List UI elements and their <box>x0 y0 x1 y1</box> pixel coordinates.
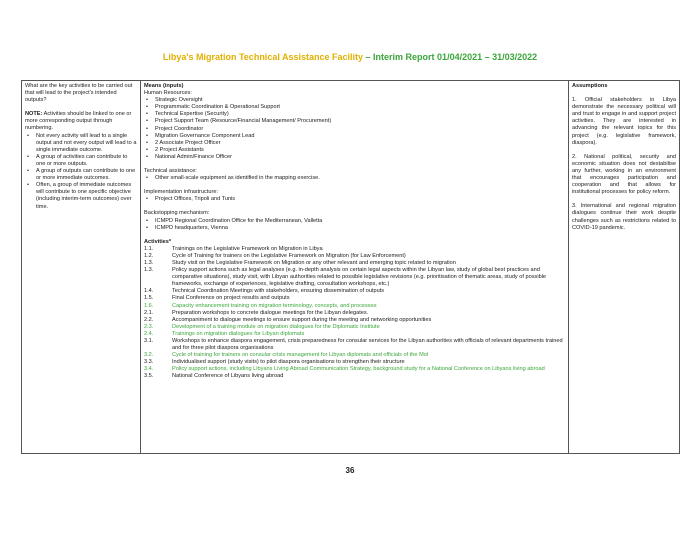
activity-text: Policy support actions, including Libyans Living Abroad Communication Strategy, background study for a National Conference on Libyans living abroad <box>172 366 545 373</box>
activity-row <box>144 253 565 260</box>
activity-text: Workshops to enhance diaspora engagement, crisis preparedness for consular services for the Libyan authorities with officials of relevant departments trained and for three pilot diaspora organisations <box>172 338 563 352</box>
human-resources-list <box>144 97 565 161</box>
activity-number: 3.4. <box>144 366 154 373</box>
activity-text: Final Conference on project results and outputs <box>172 295 290 302</box>
activities-guidance-cell <box>22 81 141 454</box>
hr-item: • 2 Associate Project Officer <box>144 140 565 147</box>
activity-text: Preparation workshops to concrete dialogue meetings for the Libyan delegates. <box>172 309 369 316</box>
backstop-item: • ICMPD Regional Coordination Office for the Mediterranean, Valletta <box>144 218 565 225</box>
activity-row <box>144 352 565 359</box>
activity-text: Trainings on the Legislative Framework on Migration in Libya <box>172 245 323 252</box>
report-title-separator: – <box>363 52 374 62</box>
activity-text: Individualised support (study visits) to pilot diaspora organisations to strengthen their structure <box>172 359 405 366</box>
report-title-period: Interim Report 01/04/2021 – 31/03/2022 <box>373 52 538 62</box>
guidance-bullet: • A group of outputs can contribute to one or more immediate outcomes. <box>25 168 137 182</box>
technical-assistance-label: Technical assistance: <box>144 168 197 175</box>
activity-text: Cycle of training for trainers on consular crisis management for Libyan diplomats and officials of the MoI <box>172 352 429 359</box>
note-text: Activities should be linked to one or more corresponding output through numbering. <box>25 111 132 132</box>
logframe-table <box>21 80 680 454</box>
activity-number: 1.4. <box>144 288 154 295</box>
activity-row <box>144 338 565 352</box>
backstopping-list <box>144 218 565 232</box>
activity-text: Development of a training module on migration dialogues for the Diplomatic Institute <box>172 323 380 330</box>
activity-row <box>144 246 565 253</box>
activity-number: 2.4. <box>144 330 154 337</box>
hr-item: • Project Support Team (Resource/Financial Management/ Procurement) <box>144 118 565 125</box>
assumption-item: 1. Official stakeholders in Libya demonstrate the necessary political will and trust to engage in and support project activities. They are interested in advancing the relevant topics for this project (e.g. legislative framework, diaspora). <box>572 97 676 146</box>
hr-item: • 2 Project Assistants <box>144 147 565 154</box>
activity-text: National Conference of Libyans living abroad <box>172 373 284 380</box>
activity-row <box>144 288 565 295</box>
infrastructure-list <box>144 196 565 203</box>
note-label: NOTE: <box>25 111 43 118</box>
assumptions-cell <box>569 81 680 454</box>
means-activities-cell <box>141 81 569 454</box>
guidance-bullet: • A group of activities can contribute to one or more outputs. <box>25 154 137 168</box>
activity-text: Cycle of Training for trainers on the Legislative Framework on Migration (for Law Enforcement) <box>172 252 406 259</box>
human-resources-label: Human Resources: <box>144 90 192 97</box>
report-title-facility: Libya's Migration Technical Assistance Facility <box>162 52 364 62</box>
activities-list <box>144 246 565 381</box>
hr-item: • Technical Expertise (Security) <box>144 111 565 118</box>
hr-item: • National Admin/Finance Officer <box>144 154 565 161</box>
hr-item: • Migration Governance Component Lead <box>144 133 565 140</box>
guidance-note <box>25 111 137 132</box>
backstop-item: • ICMPD headquarters, Vienna <box>144 225 565 232</box>
activity-row <box>144 359 565 366</box>
activity-row <box>144 366 565 373</box>
infrastructure-label: Implementation infrastructure: <box>144 189 218 196</box>
assumptions-heading: Assumptions <box>572 83 608 89</box>
activity-number: 1.6. <box>144 302 154 309</box>
activity-row <box>144 324 565 331</box>
activity-number: 3.2. <box>144 352 154 359</box>
ta-item: • Other small-scale equipment as identified in the mapping exercise. <box>144 175 565 182</box>
infra-item: • Project Offices, Tripoli and Tunis <box>144 196 565 203</box>
activity-number: 3.1. <box>144 338 154 344</box>
hr-item: • Programmatic Coordination & Operational Support <box>144 104 565 111</box>
page-number: 36 <box>345 466 355 475</box>
activity-number: 3.5. <box>144 373 154 380</box>
assumption-item: 3. International and regional migration dialogues continue their work despite challenges such as restrictions related to COVID-19 pandemic. <box>572 203 676 231</box>
activity-text: Trainings on migration dialogues for Libyan diplomats <box>172 330 305 337</box>
activity-number: 1.3. <box>144 259 154 266</box>
activity-number: 2.2. <box>144 316 154 323</box>
activity-row <box>144 267 565 288</box>
activity-row <box>144 295 565 302</box>
technical-assistance-list <box>144 175 565 182</box>
activity-number: 3.3. <box>144 359 154 366</box>
hr-item: • Strategic Oversight <box>144 97 565 104</box>
means-heading: Means (inputs) <box>144 83 184 89</box>
activity-row <box>144 310 565 317</box>
hr-item: • Project Coordinator <box>144 126 565 133</box>
activity-number: 2.3. <box>144 323 154 330</box>
assumption-item: 2. National political, security and economic situation does not destabilise any further, working in an environment that encourages participation and cooperation and that allows for institutional processes for policy reform. <box>572 153 676 196</box>
guidance-question: What are the key activities to be carried out that will lead to the project's intended outputs? <box>25 83 133 104</box>
guidance-bullet: • Often, a group of immediate outcomes will contribute to one specific objective (including interim-term outcomes) over time. <box>25 182 137 210</box>
logframe-row <box>22 81 680 454</box>
activity-row <box>144 303 565 310</box>
backstopping-label: Backstopping mechanism: <box>144 210 210 217</box>
activity-number: 1.1. <box>144 245 154 252</box>
activity-row <box>144 260 565 267</box>
activity-text: Capacity enhancement training on migration terminology, concepts, and processes <box>172 302 377 309</box>
guidance-bullets <box>25 133 137 211</box>
guidance-bullet: • Not every activity will lead to a single output and not every output will lead to a single immediate outcome. <box>25 133 137 154</box>
activity-number: 1.3. <box>144 267 154 274</box>
activity-text: Policy support actions such as legal analyses (e.g. in-depth analysis on certain legal aspects within the Libyan law, study of global best practices and comparative situations), study visit, with Libyan authorities related to possible legislative revisions (e.g. prioritisation of thematic areas, study of possible frameworks, exchange of experiences, legislative drafting, consultation workshops, etc.) <box>172 267 547 288</box>
activity-row <box>144 373 565 380</box>
activity-row <box>144 317 565 324</box>
activity-number: 2.1. <box>144 309 154 316</box>
activity-text: Technical Coordination Meetings with stakeholders, ensuring dissemination of outputs <box>172 288 385 295</box>
activity-row <box>144 331 565 338</box>
activities-heading: Activities* <box>144 238 172 245</box>
activity-text: Accompaniment to dialogue meetings to ensure support during the meeting and networking opportunities <box>172 316 432 323</box>
activity-text: Study visit on the Legislative Framework on Migration or any other relevant and emerging topic related to migration <box>172 259 456 266</box>
activity-number: 1.2. <box>144 252 154 259</box>
report-header <box>0 52 700 62</box>
activity-number: 1.5. <box>144 295 154 302</box>
